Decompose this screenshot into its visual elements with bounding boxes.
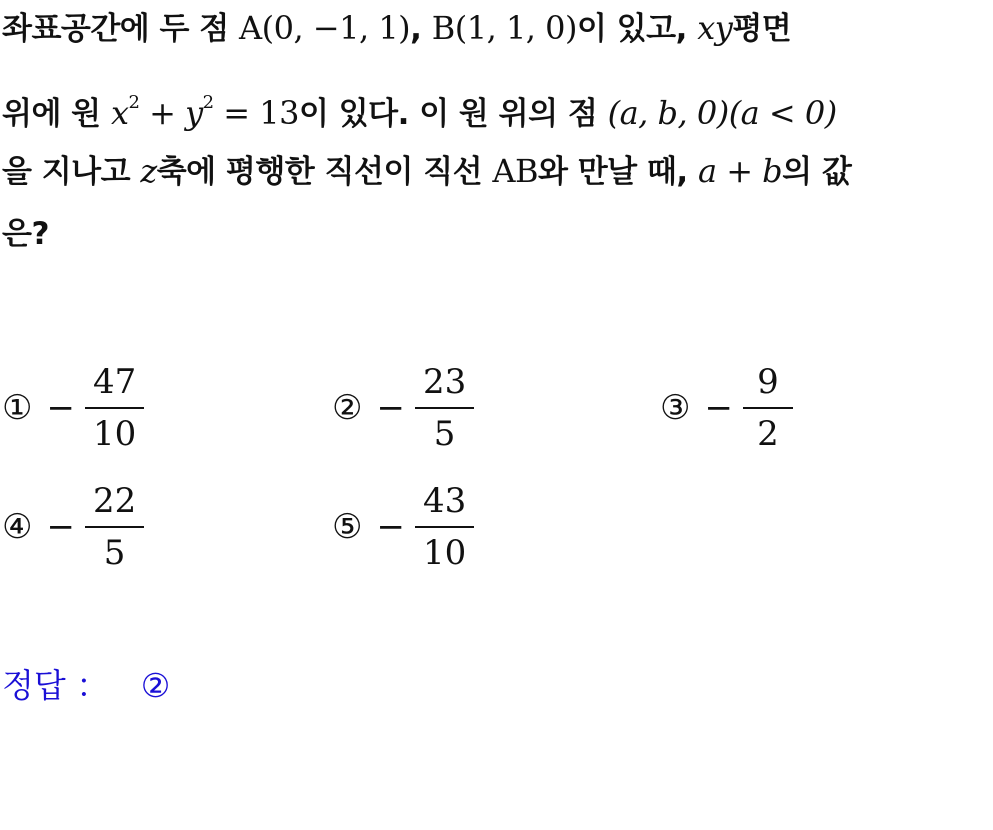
fraction: [419, 478, 470, 576]
fraction-bar: [415, 526, 474, 528]
text: 좌표공간에 두 점: [2, 11, 239, 47]
fraction-bar: [85, 407, 144, 409]
point-ab0: (a, b, 0)(a < 0): [607, 94, 837, 132]
fraction-bar: [743, 407, 793, 409]
text: 와 만날 때,: [538, 154, 698, 190]
denominator: 5: [433, 414, 456, 454]
question-line-3: [2, 146, 851, 196]
text: 이 있고,: [576, 11, 698, 47]
math-equals: = 13: [213, 94, 299, 132]
math-plus: +: [139, 94, 186, 132]
math-xy: xy: [697, 9, 733, 47]
question-line-4: [2, 209, 49, 259]
math-a-plus-b: a + b: [697, 152, 783, 190]
text: ,: [410, 11, 432, 47]
denominator: 5: [103, 533, 126, 573]
fraction: [747, 359, 789, 457]
denominator: 2: [757, 414, 779, 454]
choice-3[interactable]: [660, 358, 789, 458]
point-b: B(1, 1, 0): [431, 9, 577, 47]
fraction: [89, 359, 140, 457]
question-line-2: [2, 78, 837, 132]
math-ab: AB: [492, 152, 538, 190]
math-x: x: [110, 94, 129, 132]
text: 을 지나고: [2, 154, 141, 190]
numerator: 22: [92, 481, 137, 521]
fraction-bar: [415, 407, 474, 409]
numerator: 47: [92, 362, 137, 402]
text: 축에 평행한 직선이 직선: [156, 154, 493, 190]
minus-sign: −: [376, 507, 405, 547]
point-a: A(0, −1, 1): [239, 9, 411, 47]
choice-4[interactable]: [2, 477, 140, 577]
text: 의 값: [782, 154, 852, 190]
choice-5[interactable]: [332, 477, 470, 577]
text: 위에 원: [2, 96, 111, 132]
math-z: z: [140, 152, 157, 190]
numerator: 43: [422, 481, 467, 521]
numerator: 23: [422, 362, 467, 402]
denominator: 10: [422, 533, 467, 573]
math-y: y: [185, 94, 203, 132]
choice-number: ②: [332, 388, 363, 428]
minus-sign: −: [46, 388, 75, 428]
numerator: 9: [757, 362, 779, 402]
text: 은?: [2, 216, 49, 252]
minus-sign: −: [376, 388, 405, 428]
fraction-bar: [85, 526, 144, 528]
choice-number: ③: [660, 388, 691, 428]
fraction: [89, 478, 140, 576]
answer-label: 정답 ：: [2, 666, 110, 705]
choice-2[interactable]: [332, 358, 470, 458]
answer-value: ②: [140, 666, 171, 705]
question-line-1: [2, 3, 791, 53]
choice-1[interactable]: [2, 358, 140, 458]
exponent: 2: [128, 92, 140, 113]
fraction: [419, 359, 470, 457]
denominator: 10: [92, 414, 137, 454]
minus-sign: −: [704, 388, 733, 428]
choice-number: ⑤: [332, 507, 363, 547]
text: 이 있다. 이 원 위의 점: [299, 96, 608, 132]
answer-line: [2, 660, 170, 707]
exponent: 2: [202, 92, 214, 113]
text: 평면: [732, 11, 792, 47]
choice-number: ①: [2, 388, 33, 428]
minus-sign: −: [46, 507, 75, 547]
choice-number: ④: [2, 507, 33, 547]
